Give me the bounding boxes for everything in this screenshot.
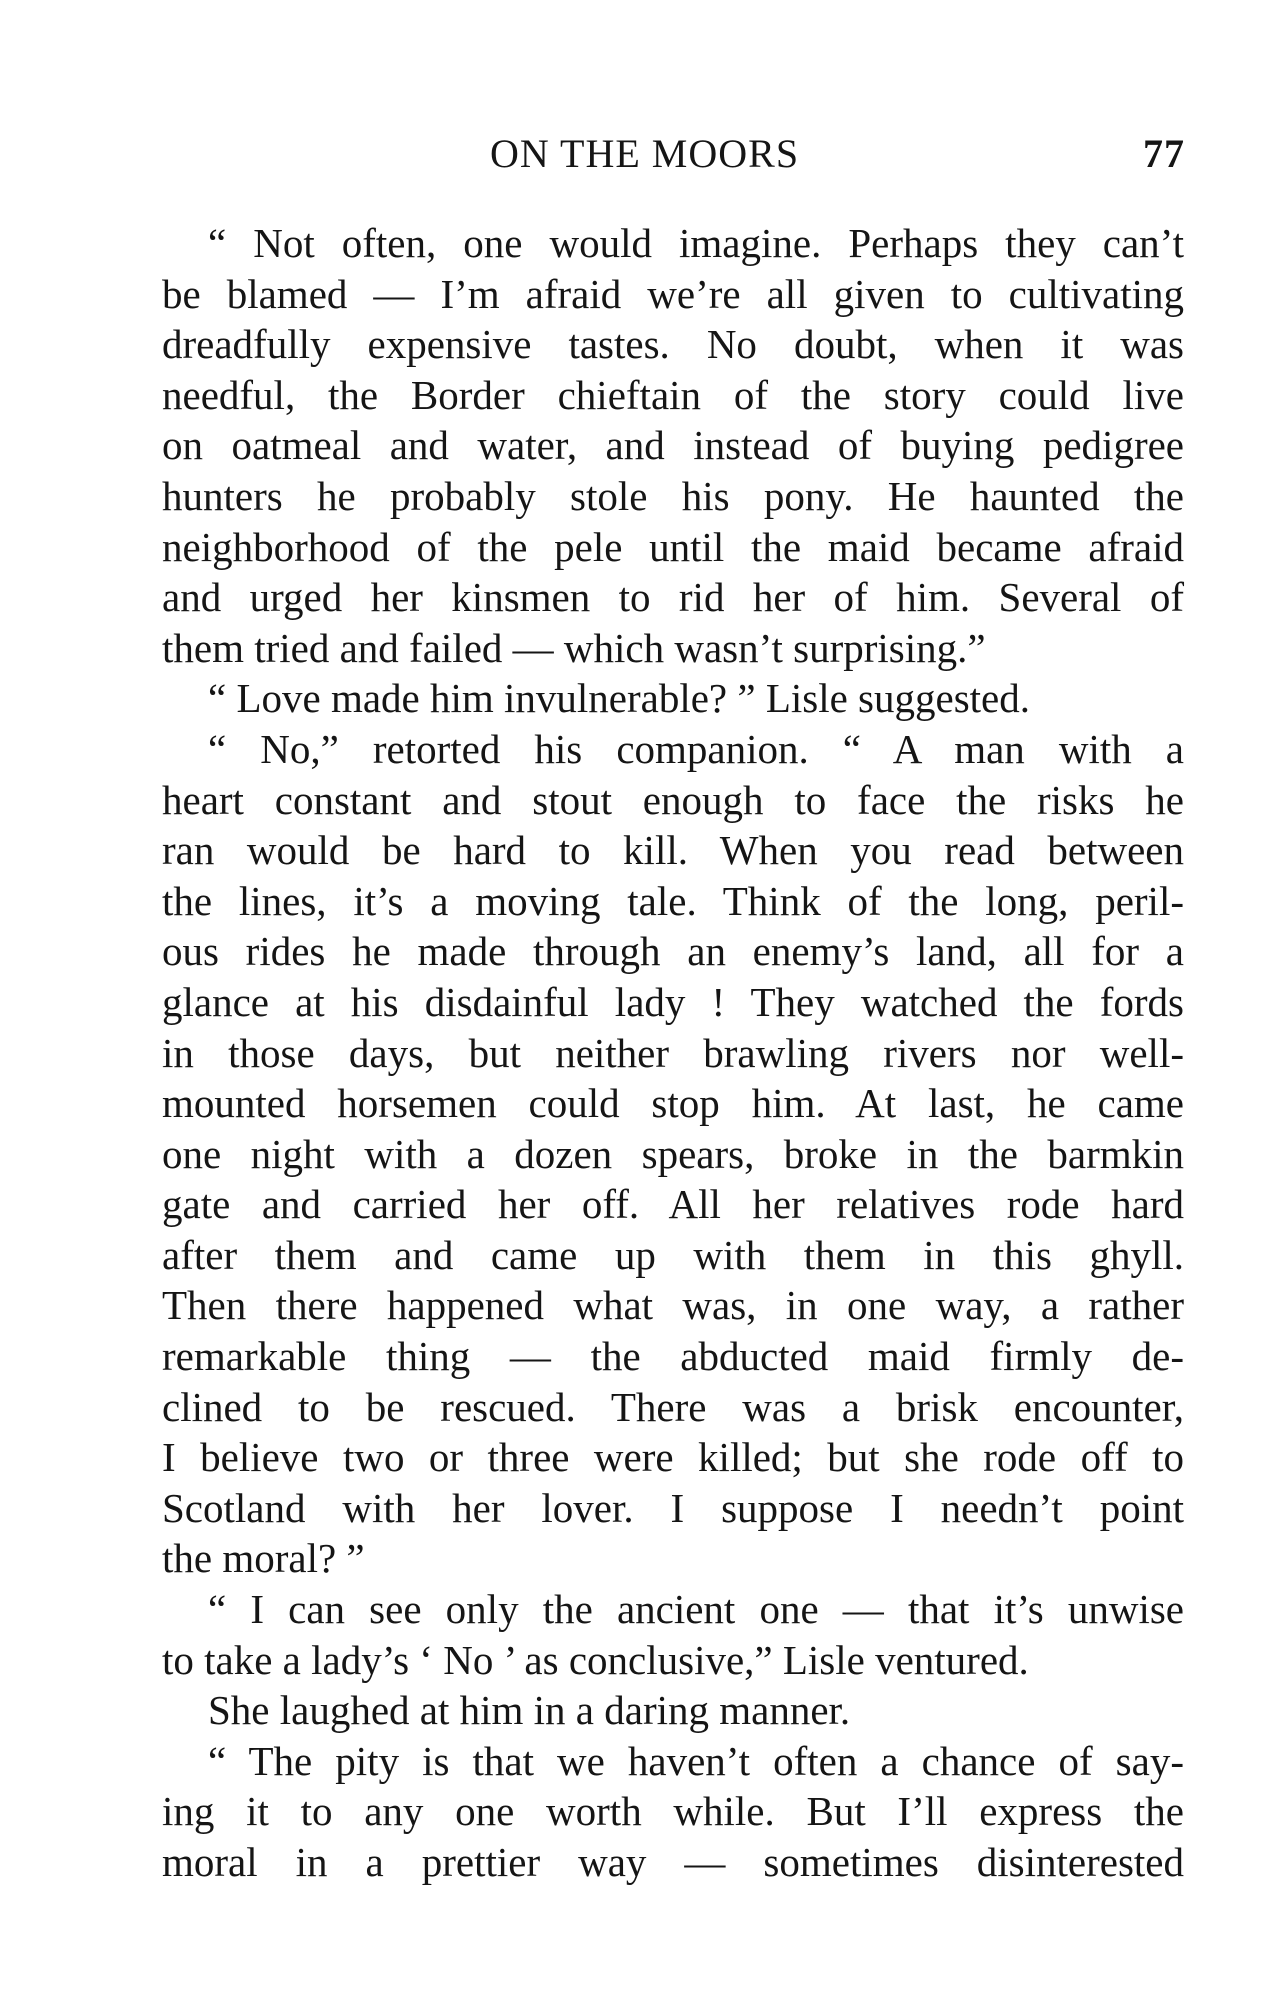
text-line: “ The pity is that we haven’t often a chance of say-	[208, 1737, 1184, 1784]
running-title: ON THE MOORS	[490, 131, 800, 176]
body-text	[162, 218, 1184, 1888]
text-line: gate and carried her off. All her relatives rode hard	[162, 1181, 1184, 1228]
text-line: the lines, it’s a moving tale. Think of the long, peril-	[162, 877, 1184, 924]
text-line: glance at his disdainful lady ! They watched the fords	[162, 978, 1184, 1025]
text-line: them tried and failed — which wasn’t surprising.”	[162, 624, 986, 671]
text-line: dreadfully expensive tastes. No doubt, when it was	[162, 321, 1184, 368]
page-number: 77	[1143, 131, 1185, 176]
text-line: Scotland with her lover. I suppose I needn’t point	[162, 1484, 1184, 1531]
text-line: needful, the Border chieftain of the story could live	[162, 371, 1184, 418]
text-line: neighborhood of the pele until the maid became afraid	[162, 523, 1184, 570]
text-line: mounted horsemen could stop him. At last, he came	[162, 1080, 1184, 1127]
text-line: to take a lady’s ‘ No ’ as conclusive,” Lisle ventured.	[162, 1636, 1029, 1683]
text-line: ous rides he made through an enemy’s land, all for a	[162, 928, 1184, 975]
text-line: hunters he probably stole his pony. He haunted the	[162, 472, 1184, 519]
text-line: “ No,” retorted his companion. “ A man with a	[208, 725, 1184, 772]
text-line: “ I can see only the ancient one — that it’s unwise	[208, 1586, 1184, 1633]
page-header	[160, 130, 1185, 180]
text-line: Then there happened what was, in one way, a rather	[162, 1282, 1184, 1329]
text-line: ran would be hard to kill. When you read between	[162, 827, 1184, 874]
text-line: moral in a prettier way — sometimes disinterested	[162, 1839, 1184, 1885]
text-line: ing it to any one worth while. But I’ll express the	[162, 1788, 1184, 1835]
text-line: in those days, but neither brawling rivers nor well-	[162, 1029, 1184, 1076]
text-line: one night with a dozen spears, broke in the barmkin	[162, 1130, 1184, 1177]
text-line: clined to be rescued. There was a brisk encounter,	[162, 1383, 1184, 1430]
text-line: She laughed at him in a daring manner.	[208, 1687, 851, 1734]
text-line: “ Love made him invulnerable? ” Lisle suggested.	[208, 675, 1031, 722]
text-line: I believe two or three were killed; but she rode off to	[162, 1434, 1184, 1481]
text-line: on oatmeal and water, and instead of buying pedigree	[162, 422, 1184, 469]
text-line: “ Not often, one would imagine. Perhaps they can’t	[208, 220, 1184, 266]
text-line: heart constant and stout enough to face the risks he	[162, 776, 1184, 823]
text-line: be blamed — I’m afraid we’re all given to cultivating	[162, 270, 1184, 317]
text-line: remarkable thing — the abducted maid firmly de-	[162, 1333, 1184, 1380]
text-line: after them and came up with them in this ghyll.	[162, 1231, 1184, 1278]
text-line: the moral? ”	[162, 1535, 365, 1582]
text-line: and urged her kinsmen to rid her of him. Several of	[162, 574, 1184, 621]
